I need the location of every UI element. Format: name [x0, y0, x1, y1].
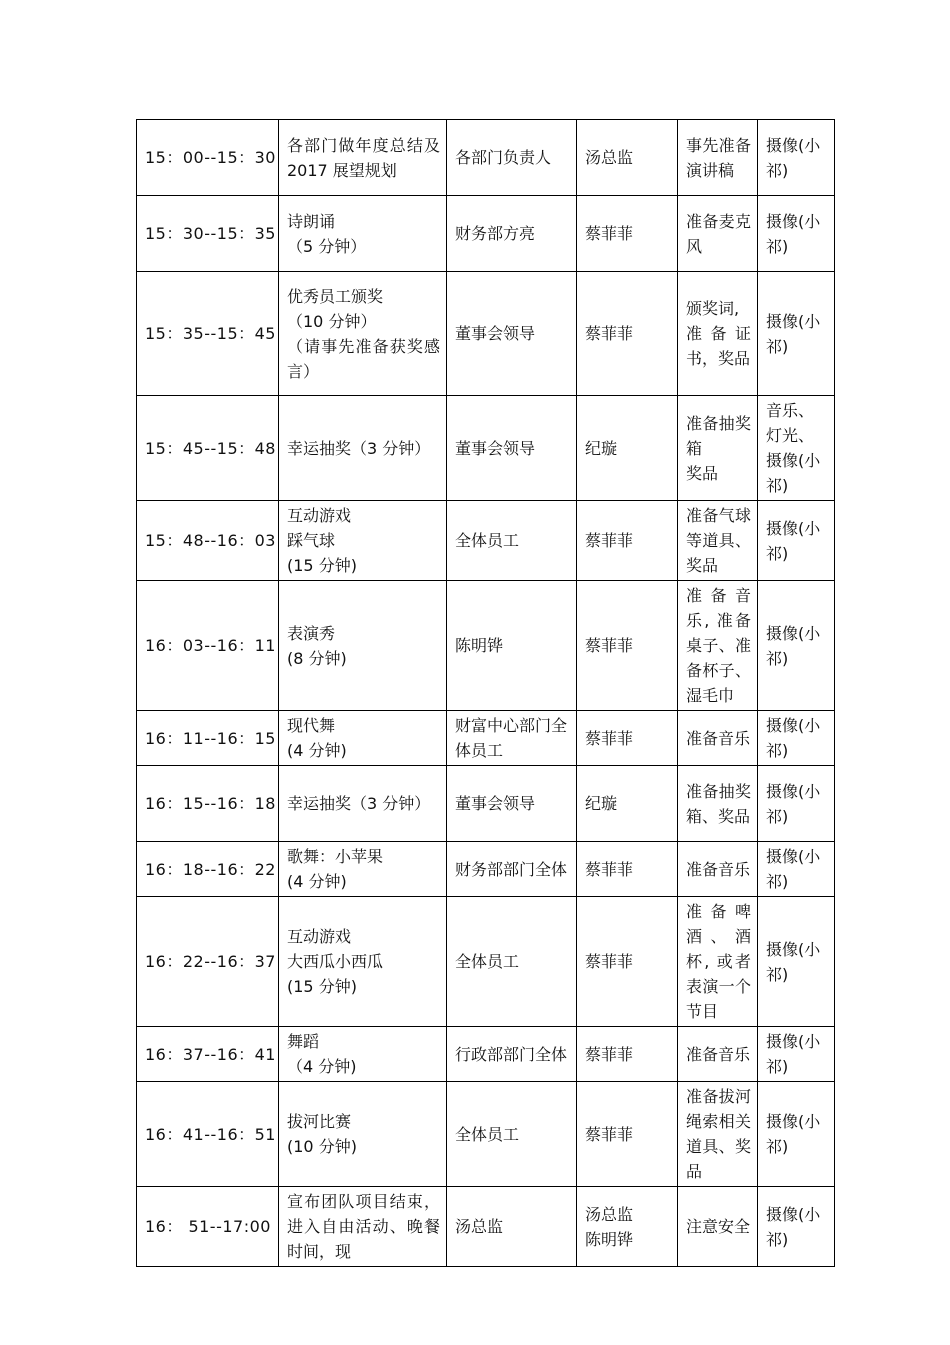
av-cell-text: 摄像(小祁) [766, 1204, 821, 1249]
program-cell [279, 1027, 447, 1082]
time-cell [137, 120, 279, 196]
schedule-body [137, 120, 835, 1267]
preparation-cell-text: 事先准备演讲稿 [686, 135, 751, 180]
program-cell [279, 1082, 447, 1187]
program-cell-text: 诗朗诵 [287, 211, 336, 231]
program-cell-text: 互动游戏 [287, 506, 352, 525]
time-cell [137, 1187, 279, 1267]
program-cell [279, 711, 447, 766]
host-cell-text: 汤总监 [585, 148, 634, 167]
host-cell [577, 1027, 678, 1082]
program-cell-text: （5 分钟） [287, 236, 367, 256]
preparation-cell [678, 842, 758, 897]
preparation-cell-text: 准备拔河绳索相关道具、奖品 [686, 1087, 751, 1181]
program-cell-text: 舞蹈 [287, 1032, 320, 1051]
program-cell-text: 宣布团队项目结束，进入自由活动、晚餐时间，现 [287, 1192, 440, 1261]
time-cell-text: 16：03--16：11 [145, 636, 276, 655]
program-cell-text: （4 分钟) [287, 1057, 357, 1076]
participants-cell-text: 行政部部门全体 [455, 1044, 568, 1064]
participants-cell [447, 766, 577, 842]
program-cell-text: (8 分钟) [287, 648, 347, 668]
participants-cell [447, 711, 577, 766]
program-cell-text: (10 分钟) [287, 1137, 357, 1156]
av-cell [758, 1027, 835, 1082]
host-cell-text: 蔡菲菲 [585, 636, 634, 655]
host-cell-text: 纪璇 [585, 794, 618, 813]
host-cell-text: 纪璇 [585, 438, 618, 458]
preparation-cell [678, 581, 758, 711]
participants-cell [447, 120, 577, 196]
host-cell [577, 501, 678, 581]
preparation-cell-text: 准备证书，奖品 [686, 324, 751, 368]
table-row [137, 842, 835, 897]
av-cell-text: 摄像(小祁) [766, 1032, 821, 1076]
preparation-cell-text: 注意安全 [686, 1217, 751, 1236]
av-cell-text: 摄像(小祁) [766, 518, 821, 563]
program-cell-text: 各部门做年度总结及 2017 展望规划 [287, 135, 440, 180]
program-cell-text: 互动游戏 [287, 927, 352, 946]
av-cell-text: 音乐、灯光、摄像(小祁) [766, 401, 821, 495]
host-cell-text: 汤总监 [585, 1204, 634, 1224]
preparation-cell [678, 120, 758, 196]
preparation-cell-text: 准备啤酒、酒杯, 或者表演一个节目 [686, 902, 751, 1021]
program-cell-text: (15 分钟) [287, 977, 357, 996]
host-cell [577, 396, 678, 501]
participants-cell-text: 全体员工 [455, 531, 520, 550]
table-row [137, 766, 835, 842]
participants-cell [447, 501, 577, 581]
table-row [137, 1027, 835, 1082]
host-cell-text: 蔡菲菲 [585, 728, 634, 748]
av-cell [758, 1187, 835, 1267]
schedule-table [136, 119, 835, 1267]
preparation-cell [678, 1027, 758, 1082]
participants-cell-text: 财富中心部门全体员工 [455, 716, 568, 760]
table-row [137, 196, 835, 272]
time-cell-text: 16：22--16：37 [145, 952, 276, 971]
time-cell [137, 842, 279, 897]
host-cell [577, 842, 678, 897]
preparation-cell [678, 501, 758, 581]
time-cell [137, 897, 279, 1027]
program-cell-text: (4 分钟) [287, 872, 347, 891]
table-row [137, 581, 835, 711]
host-cell-text: 蔡菲菲 [585, 324, 634, 343]
host-cell [577, 897, 678, 1027]
time-cell-text: 16： 51--17:00 [145, 1217, 271, 1236]
av-cell-text: 摄像(小祁) [766, 716, 821, 760]
preparation-cell [678, 396, 758, 501]
host-cell [577, 272, 678, 396]
participants-cell-text: 全体员工 [455, 952, 520, 971]
program-cell [279, 842, 447, 897]
time-cell-text: 16：15--16：18 [145, 794, 276, 813]
program-cell [279, 196, 447, 272]
participants-cell-text: 财务部方亮 [455, 224, 536, 243]
av-cell [758, 1082, 835, 1187]
participants-cell [447, 581, 577, 711]
participants-cell-text: 各部门负责人 [455, 148, 552, 167]
av-cell [758, 272, 835, 396]
preparation-cell [678, 196, 758, 272]
time-cell-text: 15：00--15：30 [145, 148, 276, 167]
participants-cell-text: 董事会领导 [455, 794, 536, 813]
preparation-cell [678, 1082, 758, 1187]
av-cell [758, 897, 835, 1027]
table-row [137, 1187, 835, 1267]
program-cell-text: （请事先准备获奖感言） [287, 336, 440, 381]
host-cell [577, 711, 678, 766]
preparation-cell-text: 准备抽奖箱 [686, 413, 751, 458]
time-cell-text: 15：45--15：48 [145, 438, 276, 458]
av-cell-text: 摄像(小祁) [766, 211, 821, 256]
time-cell [137, 766, 279, 842]
av-cell-text: 摄像(小祁) [766, 1112, 821, 1156]
program-cell-text: (15 分钟) [287, 556, 357, 575]
host-cell-text: 蔡菲菲 [585, 952, 634, 971]
preparation-cell [678, 272, 758, 396]
preparation-cell-text: 准备气球等道具、奖品 [686, 506, 751, 575]
preparation-cell [678, 766, 758, 842]
program-cell-text: 幸运抽奖（3 分钟） [287, 794, 431, 813]
participants-cell-text: 董事会领导 [455, 438, 536, 458]
participants-cell-text: 汤总监 [455, 1217, 504, 1236]
av-cell [758, 711, 835, 766]
participants-cell [447, 1082, 577, 1187]
time-cell-text: 15：48--16：03 [145, 531, 276, 550]
program-cell-text: 拔河比赛 [287, 1112, 352, 1131]
participants-cell [447, 272, 577, 396]
participants-cell-text: 陈明铧 [455, 636, 504, 655]
preparation-cell-text: 准备麦克风 [686, 211, 751, 256]
av-cell [758, 120, 835, 196]
av-cell [758, 581, 835, 711]
preparation-cell-text: 颁奖词, [686, 299, 740, 318]
host-cell-text: 陈明铧 [585, 1229, 634, 1249]
table-row [137, 501, 835, 581]
program-cell [279, 272, 447, 396]
av-cell-text: 摄像(小祁) [766, 311, 821, 356]
program-cell [279, 396, 447, 501]
av-cell [758, 501, 835, 581]
time-cell-text: 16：37--16：41 [145, 1044, 276, 1064]
program-cell [279, 501, 447, 581]
program-cell-text: 踩气球 [287, 531, 336, 550]
time-cell-text: 16：41--16：51 [145, 1124, 276, 1144]
participants-cell [447, 897, 577, 1027]
preparation-cell-text: 准备抽奖箱、奖品 [686, 781, 751, 826]
host-cell-text: 蔡菲菲 [585, 1044, 634, 1064]
preparation-cell-text: 准备音乐 [686, 1044, 751, 1064]
time-cell [137, 501, 279, 581]
av-cell [758, 842, 835, 897]
av-cell-text: 摄像(小祁) [766, 781, 821, 826]
host-cell [577, 196, 678, 272]
participants-cell [447, 396, 577, 501]
table-row [137, 396, 835, 501]
time-cell [137, 272, 279, 396]
participants-cell [447, 842, 577, 897]
time-cell [137, 581, 279, 711]
participants-cell [447, 1027, 577, 1082]
av-cell-text: 摄像(小祁) [766, 623, 821, 668]
av-cell-text: 摄像(小祁) [766, 939, 821, 984]
host-cell [577, 766, 678, 842]
program-cell [279, 766, 447, 842]
preparation-cell-text: 准备音乐 [686, 859, 751, 879]
time-cell [137, 1027, 279, 1082]
preparation-cell-text: 奖品 [686, 463, 719, 483]
av-cell-text: 摄像(小祁) [766, 847, 821, 891]
av-cell [758, 396, 835, 501]
host-cell-text: 蔡菲菲 [585, 859, 634, 879]
host-cell [577, 581, 678, 711]
table-row [137, 272, 835, 396]
preparation-cell [678, 897, 758, 1027]
time-cell-text: 15：30--15：35 [145, 224, 276, 243]
time-cell-text: 16：11--16：15 [145, 728, 276, 748]
time-cell-text: 15：35--15：45 [145, 324, 276, 343]
participants-cell-text: 财务部部门全体 [455, 859, 568, 879]
host-cell [577, 1187, 678, 1267]
program-cell-text: 优秀员工颁奖 [287, 286, 384, 306]
program-cell-text: 歌舞：小苹果 [287, 847, 384, 866]
table-row [137, 711, 835, 766]
table-row [137, 120, 835, 196]
program-cell-text: 大西瓜小西瓜 [287, 952, 384, 971]
av-cell-text: 摄像(小祁) [766, 135, 821, 180]
av-cell [758, 766, 835, 842]
program-cell-text: 幸运抽奖（3 分钟） [287, 438, 431, 458]
preparation-cell [678, 1187, 758, 1267]
time-cell [137, 196, 279, 272]
av-cell [758, 196, 835, 272]
program-cell-text: 现代舞 [287, 716, 336, 735]
program-cell [279, 120, 447, 196]
table-row [137, 897, 835, 1027]
time-cell-text: 16：18--16：22 [145, 859, 276, 879]
program-cell [279, 581, 447, 711]
table-row [137, 1082, 835, 1187]
preparation-cell-text: 准备音乐, 准备桌子、准备杯子、湿毛巾 [686, 586, 751, 705]
participants-cell [447, 196, 577, 272]
host-cell-text: 蔡菲菲 [585, 224, 634, 243]
program-cell [279, 897, 447, 1027]
time-cell [137, 396, 279, 501]
time-cell [137, 1082, 279, 1187]
program-cell [279, 1187, 447, 1267]
host-cell-text: 蔡菲菲 [585, 1124, 634, 1144]
host-cell [577, 1082, 678, 1187]
host-cell [577, 120, 678, 196]
preparation-cell-text: 准备音乐 [686, 728, 751, 748]
participants-cell-text: 董事会领导 [455, 324, 536, 343]
program-cell-text: （10 分钟） [287, 311, 377, 331]
time-cell [137, 711, 279, 766]
program-cell-text: 表演秀 [287, 623, 336, 643]
host-cell-text: 蔡菲菲 [585, 531, 634, 550]
participants-cell [447, 1187, 577, 1267]
preparation-cell [678, 711, 758, 766]
program-cell-text: (4 分钟) [287, 741, 347, 760]
participants-cell-text: 全体员工 [455, 1124, 520, 1144]
